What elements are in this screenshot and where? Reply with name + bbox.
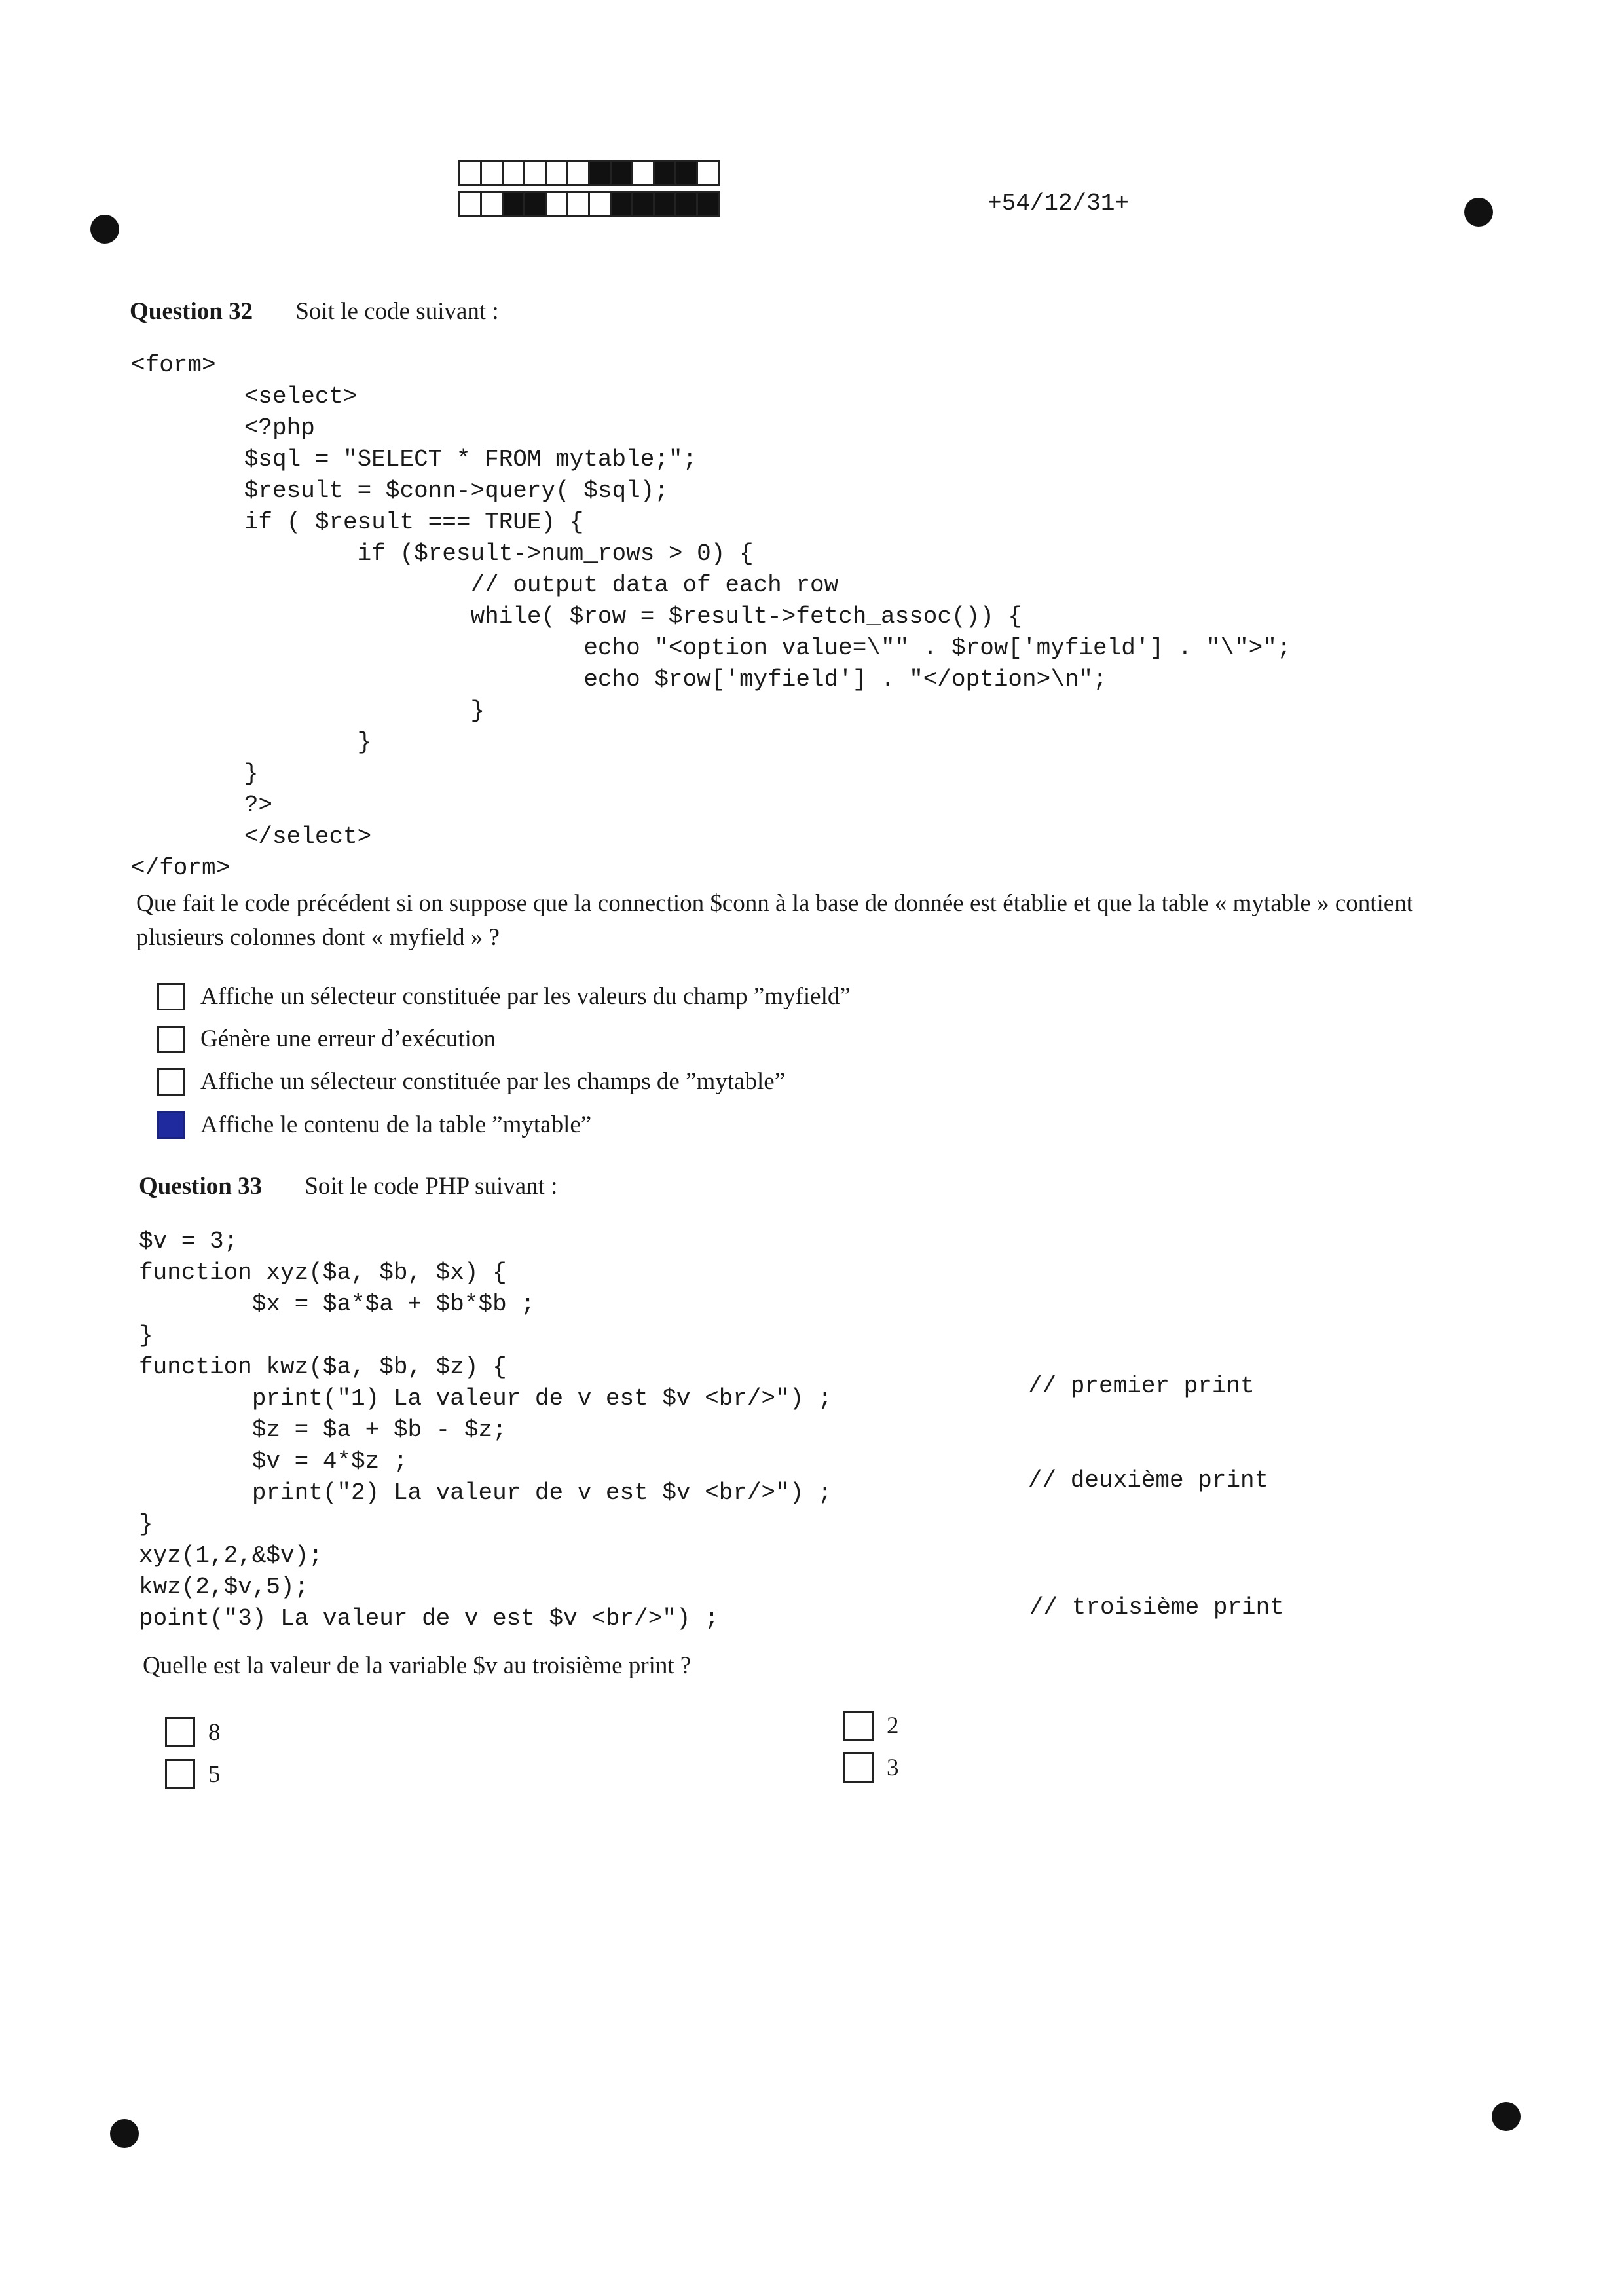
- q33-checkbox-4[interactable]: [843, 1752, 874, 1783]
- q33-answer-label-3: 2: [887, 1712, 899, 1739]
- q33-checkbox-3[interactable]: [843, 1711, 874, 1741]
- barcode-cell: [631, 160, 655, 186]
- barcode-cell: [566, 160, 590, 186]
- comment-deuxieme-print: // deuxième print: [1028, 1467, 1269, 1494]
- question-32-text: Que fait le code précédent si on suppose que la connection $conn à la base de donnée est établie et que la table « mytable » contient plusieurs colonnes dont « myfield » ?: [136, 890, 1413, 951]
- registration-mark-top-left: [90, 215, 119, 244]
- barcode-row-1: [458, 160, 718, 186]
- question-33-heading: [139, 1172, 557, 1200]
- question-33-intro: Soit le code PHP suivant :: [304, 1173, 558, 1200]
- question-33-text: Quelle est la valeur de la variable $v au troisième print ?: [143, 1652, 692, 1679]
- registration-mark-bottom-right: [1492, 2102, 1521, 2131]
- q32-answer-label-1: Affiche un sélecteur constituée par les valeurs du champ ”myfield”: [200, 983, 851, 1010]
- question-32-code: <form> <select> <?php $sql = "SELECT * FROM mytable;"; $result = $conn->query( $sql); if ( $result === TRUE) { if ($result->num_rows > 0) { // output data of each row while( $row = $result->fetch_assoc()) { echo "<option value=\"" . $row['myfield'] . "\">"; echo $row['myfield'] . "</option>\n"; } } } ?> </select> </form>: [131, 352, 1291, 881]
- barcode-cell: [653, 160, 676, 186]
- q33-checkbox-1[interactable]: [165, 1717, 195, 1747]
- q33-answer-label-2: 5: [208, 1760, 221, 1788]
- barcode-cell: [631, 191, 655, 217]
- barcode-cell: [696, 191, 720, 217]
- barcode-cell: [502, 160, 525, 186]
- q33-answer-2[interactable]: [165, 1759, 221, 1789]
- q32-answer-2[interactable]: [157, 1025, 496, 1053]
- barcode-cell: [523, 160, 547, 186]
- barcode-cell: [653, 191, 676, 217]
- barcode-cell: [674, 160, 698, 186]
- q33-answer-label-4: 3: [887, 1754, 899, 1781]
- registration-mark-top-right: [1464, 198, 1493, 227]
- q32-checkbox-2[interactable]: [157, 1026, 185, 1053]
- q33-checkbox-2[interactable]: [165, 1759, 195, 1789]
- question-32-label: Question 32: [130, 298, 253, 325]
- q32-answer-1[interactable]: [157, 982, 851, 1010]
- barcode-cell: [566, 191, 590, 217]
- q32-checkbox-1[interactable]: [157, 983, 185, 1010]
- q32-checkbox-3[interactable]: [157, 1068, 185, 1096]
- barcode-cell: [523, 191, 547, 217]
- page-id: +54/12/31+: [987, 190, 1130, 217]
- barcode-cell: [588, 191, 612, 217]
- barcode-cell: [588, 160, 612, 186]
- barcode-cell: [545, 191, 568, 217]
- question-32-heading: [130, 297, 499, 325]
- barcode-cell: [610, 160, 633, 186]
- q32-answer-label-2: Génère une erreur d’exécution: [200, 1026, 496, 1052]
- barcode-row-2: [458, 191, 718, 217]
- barcode-cell: [458, 191, 482, 217]
- barcode-cell: [674, 191, 698, 217]
- q32-answer-label-4: Affiche le contenu de la table ”mytable”: [200, 1111, 592, 1138]
- barcode-cell: [696, 160, 720, 186]
- q33-answer-label-1: 8: [208, 1718, 221, 1746]
- barcode-cell: [545, 160, 568, 186]
- q33-answer-1[interactable]: [165, 1717, 221, 1747]
- barcode-cell: [458, 160, 482, 186]
- question-33-label: Question 33: [139, 1173, 263, 1200]
- comment-premier-print: // premier print: [1028, 1373, 1255, 1399]
- comment-troisieme-print: // troisième print: [1029, 1594, 1284, 1621]
- registration-mark-bottom-left: [110, 2119, 139, 2148]
- barcode-cell: [610, 191, 633, 217]
- q33-answer-3[interactable]: [843, 1711, 899, 1741]
- question-32-intro: Soit le code suivant :: [295, 298, 499, 325]
- question-33-code: $v = 3; function xyz($a, $b, $x) { $x = $a*$a + $b*$b ; } function kwz($a, $b, $z) { print("1) La valeur de v est $v <br/>") ; $z = $a + $b - $z; $v = 4*$z ; print("2) La valeur de v est $v <br/>") ; } xyz(1,2,&$v); kwz(2,$v,5); point("3) La valeur de v est $v <br/>") ;: [139, 1228, 832, 1632]
- q32-checkbox-4[interactable]: [157, 1111, 185, 1139]
- q32-answer-4[interactable]: [157, 1111, 591, 1139]
- barcode-cell: [480, 160, 504, 186]
- barcode-cell: [502, 191, 525, 217]
- q33-answer-4[interactable]: [843, 1752, 899, 1783]
- q32-answer-3[interactable]: [157, 1067, 785, 1096]
- q32-answer-label-3: Affiche un sélecteur constituée par les champs de ”mytable”: [200, 1068, 786, 1095]
- barcode-cell: [480, 191, 504, 217]
